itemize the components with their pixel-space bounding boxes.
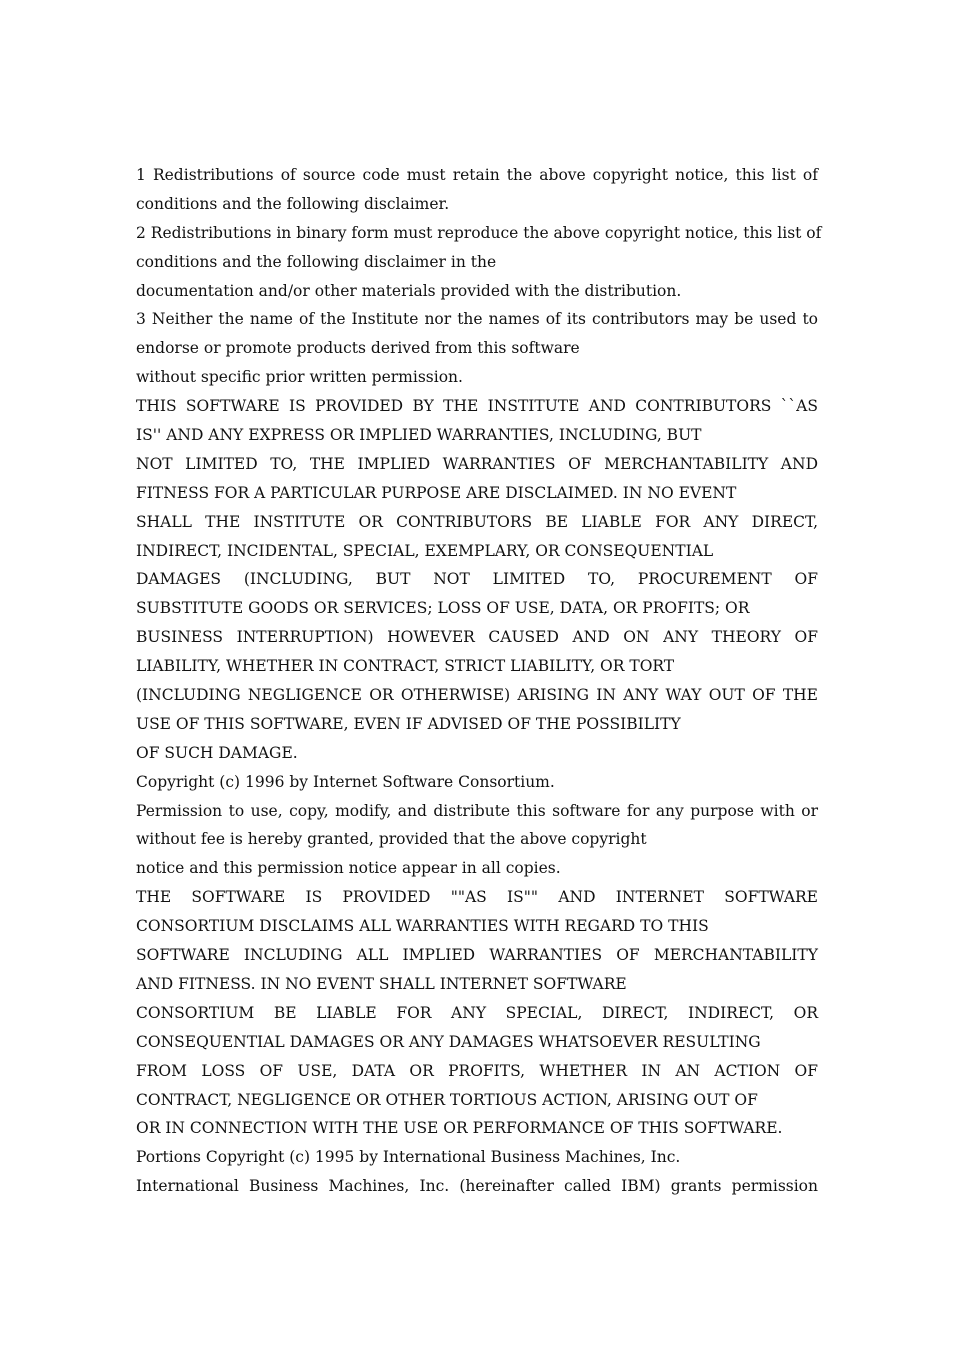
text-line: 3 Neither the name of the Institute nor the names of its contributors may be used to [136, 310, 818, 329]
text-line: DAMAGES (INCLUDING, BUT NOT LIMITED TO, PROCUREMENT OF [136, 570, 818, 589]
text-line: 2 Redistributions in binary form must reproduce the above copyright notice, this list of [136, 223, 822, 242]
text-line: INDIRECT, INCIDENTAL, SPECIAL, EXEMPLARY, OR CONSEQUENTIAL [136, 541, 714, 560]
text-line: CONSORTIUM DISCLAIMS ALL WARRANTIES WITH REGARD TO THIS [136, 917, 709, 936]
text-line: OF SUCH DAMAGE. [136, 743, 298, 762]
text-line: USE OF THIS SOFTWARE, EVEN IF ADVISED OF THE POSSIBILITY [136, 714, 681, 733]
text-line: NOT LIMITED TO, THE IMPLIED WARRANTIES OF MERCHANTABILITY AND [136, 454, 818, 473]
text-line: Portions Copyright (c) 1995 by International Business Machines, Inc. [136, 1148, 681, 1167]
text-line: THIS SOFTWARE IS PROVIDED BY THE INSTITUTE AND CONTRIBUTORS ``AS [136, 397, 818, 416]
text-line: Copyright (c) 1996 by Internet Software Consortium. [136, 772, 555, 791]
text-line: Permission to use, copy, modify, and distribute this software for any purpose with or [136, 801, 818, 820]
text-line: International Business Machines, Inc. (hereinafter called IBM) grants permission [136, 1177, 818, 1196]
document-body [136, 161, 822, 1201]
text-line: conditions and the following disclaimer in the [136, 252, 497, 271]
text-line: FROM LOSS OF USE, DATA OR PROFITS, WHETHER IN AN ACTION OF [136, 1061, 818, 1080]
text-line: without fee is hereby granted, provided that the above copyright [136, 830, 647, 849]
text-line: conditions and the following disclaimer. [136, 194, 450, 213]
text-line: SUBSTITUTE GOODS OR SERVICES; LOSS OF USE, DATA, OR PROFITS; OR [136, 599, 750, 618]
text-line: THE SOFTWARE IS PROVIDED ""AS IS"" AND INTERNET SOFTWARE [136, 888, 818, 907]
text-line: AND FITNESS. IN NO EVENT SHALL INTERNET SOFTWARE [136, 974, 627, 993]
text-line: FITNESS FOR A PARTICULAR PURPOSE ARE DISCLAIMED. IN NO EVENT [136, 483, 737, 502]
text-line: BUSINESS INTERRUPTION) HOWEVER CAUSED AND ON ANY THEORY OF [136, 628, 818, 647]
text-line: IS'' AND ANY EXPRESS OR IMPLIED WARRANTIES, INCLUDING, BUT [136, 426, 702, 445]
text-line: SHALL THE INSTITUTE OR CONTRIBUTORS BE LIABLE FOR ANY DIRECT, [136, 512, 818, 531]
text-line: LIABILITY, WHETHER IN CONTRACT, STRICT LIABILITY, OR TORT [136, 657, 675, 676]
text-line: (INCLUDING NEGLIGENCE OR OTHERWISE) ARISING IN ANY WAY OUT OF THE [136, 686, 818, 705]
text-line: CONTRACT, NEGLIGENCE OR OTHER TORTIOUS ACTION, ARISING OUT OF [136, 1090, 758, 1109]
text-line: without specific prior written permission. [136, 368, 463, 387]
text-line: CONSEQUENTIAL DAMAGES OR ANY DAMAGES WHATSOEVER RESULTING [136, 1032, 761, 1051]
text-line: SOFTWARE INCLUDING ALL IMPLIED WARRANTIES OF MERCHANTABILITY [136, 946, 818, 965]
text-line: documentation and/or other materials provided with the distribution. [136, 281, 682, 300]
text-line: notice and this permission notice appear in all copies. [136, 859, 561, 878]
text-line: OR IN CONNECTION WITH THE USE OR PERFORMANCE OF THIS SOFTWARE. [136, 1119, 783, 1138]
text-line: CONSORTIUM BE LIABLE FOR ANY SPECIAL, DIRECT, INDIRECT, OR [136, 1003, 818, 1022]
text-line: endorse or promote products derived from this software [136, 339, 580, 358]
text-line: 1 Redistributions of source code must retain the above copyright notice, this list of [136, 166, 818, 184]
